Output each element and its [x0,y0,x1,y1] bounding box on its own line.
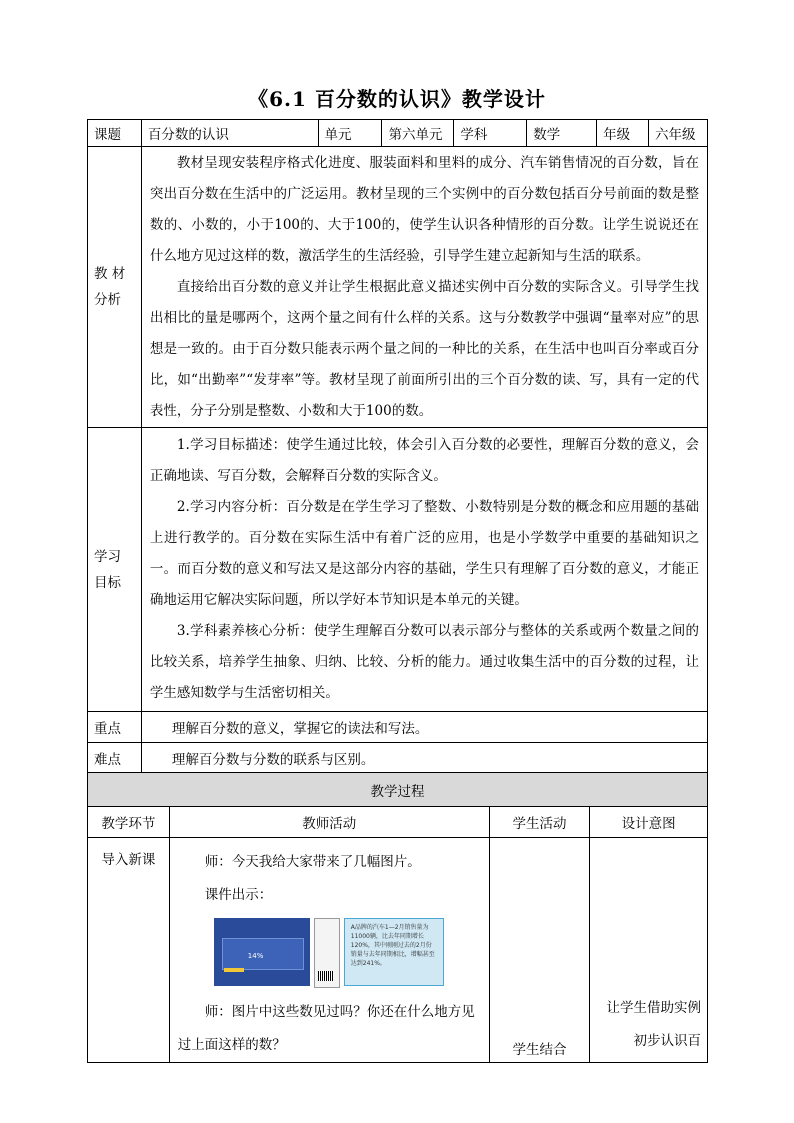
difficulty-label: 难点 [88,743,142,773]
info-table [87,119,708,773]
objectives-row [88,428,708,712]
analysis-row [88,147,708,428]
analysis-label: 教 材 分析 [88,147,142,428]
col-design: 设计意图 [590,807,708,838]
barcode-icon [318,971,334,981]
analysis-paragraph-1: 教材呈现安装程序格式化进度、服装面料和里料的成分、汽车销售情况的百分数，旨在突出百分数在生活中的广泛运用。教材呈现的三个实例中的百分数包括百分号前面的数是整数的、小数的，小于100的、大于100的，使学生认识各种情形的百分数。让学生说说还在什么地方见过这样的数，激活学生的生活经验，引导学生建立起新知与生活的联系。 [149,154,699,264]
header-row [88,120,708,147]
progress-percent: 14% [247,952,264,960]
key-point-label: 重点 [88,712,142,743]
analysis-paragraph-2: 直接给出百分数的意义并让学生根据此意义描述实例中百分数的实际含义。引导学生找出相比的量是哪两个，这两个量之间有什么样的关系。这与分数教学中强调“量率对应”的思想是一致的。由于百分数只能表示两个量之间的一种比的关系，在生活中也叫百分率或百分比，如“出勤率”“发芽率”等。教材呈现了前面所引出的三个百分数的读、写，具有一定的代表性，分子分别是整数、小数和大于100的数。 [149,278,699,419]
subject-value: 数学 [527,120,597,147]
step-intro: 导入新课 [88,838,170,1063]
teacher-activity [169,838,489,1063]
clothing-tag-image [314,918,340,988]
courseware-images [214,918,481,988]
key-point-text: 理解百分数的意义，掌握它的读法和写法。 [141,712,707,743]
topic-value: 百分数的认识 [141,120,318,147]
grade-value: 六年级 [649,120,708,147]
unit-label: 单元 [318,120,382,147]
objective-3: 3.学科素养核心分析：使学生理解百分数可以表示部分与整体的关系或两个数量之间的比较关系，培养学生抽象、归纳、比较、分析的能力。通过收集生活中的百分数的过程，让学生感知数学与生活密切相关。 [149,623,699,701]
col-teacher: 教师活动 [169,807,489,838]
process-row-intro [88,838,708,1063]
process-columns-row [88,807,708,838]
teacher-line-3: 师：图片中这些数见过吗？你还在什么地方见过上面这样的数？ [177,1004,475,1053]
subject-label: 学科 [454,120,527,147]
col-step: 教学环节 [88,807,170,838]
objectives-label: 学习 目标 [88,428,142,712]
objective-2: 2.学习内容分析：百分数是在学生学习了整数、小数特别是分数的概念和应用题的基础上进行教学的。百分数在实际生活中有着广泛的应用，也是小学数学中重要的基础知识之一。而百分数的意义和写法又是这部分内容的基础，学生只有理解了百分数的意义，才能正确地运用它解决实际问题，所以学好本节知识是本单元的关键。 [149,499,699,608]
topic-label: 课题 [88,120,142,147]
student-activity: 学生结合 [489,838,590,1063]
process-header-row [88,773,708,807]
unit-value: 第六单元 [382,120,454,147]
analysis-content [141,147,707,428]
teacher-line-1: 师：今天我给大家带来了几幅图片。 [204,854,421,870]
key-point-row [88,712,708,743]
grade-label: 年级 [597,120,649,147]
install-progress-image [214,918,310,986]
process-section-title: 教学过程 [88,773,708,807]
page-title: 《6.1 百分数的认识》教学设计 [248,87,546,111]
difficulty-row [88,743,708,773]
difficulty-text: 理解百分数与分数的联系与区别。 [141,743,707,773]
process-table [87,772,708,1063]
col-student: 学生活动 [489,807,590,838]
design-intent: 让学生借助实例初步认识百 [590,838,708,1063]
teacher-line-2: 课件出示： [204,887,273,903]
objectives-content [141,428,707,712]
car-sales-image: A品牌的汽车1—2月销售量为11000辆，比去年同期增长120%，其中刚刚过去的2月份销量与去年同期相比，增幅甚至达到241%。 [344,918,444,986]
objective-1: 1.学习目标描述：使学生通过比较，体会引入百分数的必要性，理解百分数的意义，会正确地读、写百分数，会解释百分数的实际含义。 [149,437,699,484]
